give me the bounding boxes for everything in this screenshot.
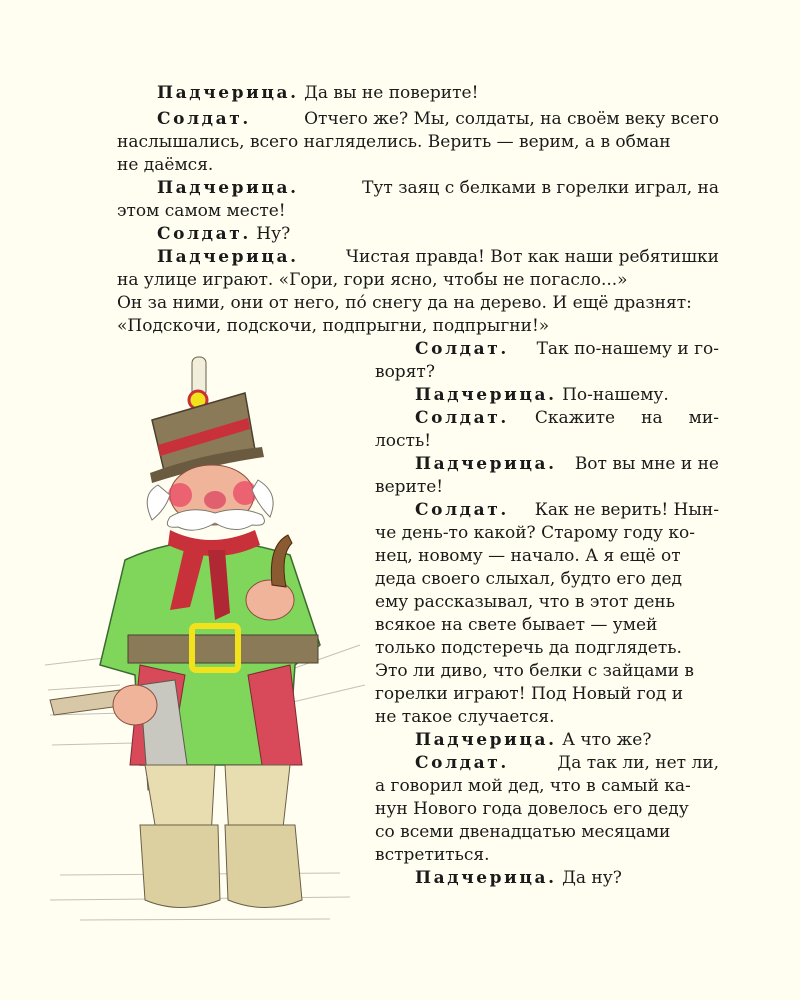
line-text: [375, 591, 719, 613]
line-text: [375, 660, 719, 682]
speaker-name: Солдат.: [415, 339, 509, 359]
speaker-name: Падчерица.: [415, 868, 557, 888]
line-text-content: Он за ними, они от него, по́ снегу да на дерево. И ещё дразнят:: [117, 293, 692, 313]
dialogue-line: [415, 752, 719, 774]
dialogue-line: [415, 407, 719, 429]
line-text-content: Это ли диво, что белки с зайцами в: [375, 661, 694, 681]
speaker-name: Солдат.: [157, 224, 251, 244]
dialogue-line: [415, 867, 719, 889]
line-text: [375, 821, 719, 843]
line-text: А что же?: [562, 730, 652, 750]
felt-boot: [225, 825, 302, 908]
speaker-name: Солдат.: [157, 109, 251, 129]
speaker-name: Солдат.: [415, 500, 509, 520]
dialogue-line: [415, 729, 719, 751]
line-word: на: [641, 408, 663, 428]
line-text: «Подскочи, подскочи, подпрыгни, подпрыгни!»: [117, 316, 550, 336]
line-text: Вот вы мне и не: [574, 454, 719, 474]
dialogue-line: [415, 453, 719, 475]
line-text-content: нун Нового года довелось его деду: [375, 799, 689, 819]
line-text: По-нашему.: [562, 385, 669, 405]
dialogue-line: [415, 338, 719, 360]
dialogue-line: [415, 384, 719, 406]
line-text-content: на улице играют. «Гори, гори ясно, чтобы не погасло...»: [117, 270, 628, 290]
line-text: Отчего же? Мы, солдаты, на своём веку всего: [304, 109, 719, 129]
line-text: встретиться.: [375, 845, 490, 865]
line-text: Да ну?: [562, 868, 622, 888]
line-text: лость!: [375, 431, 432, 451]
dialogue-line: [157, 177, 719, 199]
line-text: [117, 292, 719, 314]
line-text-content: ему рассказывал, что в этот день: [375, 592, 675, 612]
soldier-illustration: [40, 345, 370, 945]
speaker-name: Падчерица.: [415, 385, 557, 405]
line-text: этом самом месте!: [117, 201, 286, 221]
line-text-content: нец, новому — начало. А я ещё от: [375, 546, 681, 566]
line-text: [375, 775, 719, 797]
line-text: [375, 614, 719, 636]
line-text: Да вы не поверите!: [304, 83, 479, 103]
felt-boot: [140, 825, 220, 908]
line-text: Да так ли, нет ли,: [557, 753, 719, 773]
dialogue-line: [157, 108, 719, 130]
line-text: Чистая правда! Вот как наши ребятишки: [345, 247, 719, 267]
speaker-name: Падчерица.: [157, 83, 299, 103]
line-text: Ну?: [256, 224, 291, 244]
line-text: Тут заяц с белками в горелки играл, на: [362, 178, 719, 198]
line-text: [375, 545, 719, 567]
line-text-content: а говорил мой дед, что в самый ка-: [375, 776, 691, 796]
dialogue-line: [157, 82, 719, 104]
speaker-name: Падчерица.: [415, 730, 557, 750]
line-text: Как не верить! Нын-: [534, 500, 719, 520]
speaker-name: Солдат.: [415, 753, 509, 773]
dialogue-line: [157, 223, 719, 245]
line-text: [117, 269, 719, 291]
line-word: ми-: [688, 408, 719, 428]
hand: [113, 685, 157, 725]
line-text-content: со всеми двенадцатью месяцами: [375, 822, 671, 842]
line-text: Так по-нашему и го-: [536, 339, 719, 359]
line-text: не такое случается.: [375, 707, 555, 727]
line-text: верите!: [375, 477, 444, 497]
line-text: [117, 131, 719, 153]
speaker-name: Падчерица.: [157, 178, 299, 198]
line-text-content: че день-то какой? Старому году ко-: [375, 523, 695, 543]
speaker-name: Падчерица.: [415, 454, 557, 474]
mustache: [167, 509, 264, 530]
line-text: ворят?: [375, 362, 435, 382]
dialogue-line: [157, 246, 719, 268]
line-text: [375, 522, 719, 544]
sideburn: [147, 485, 170, 520]
line-text-content: всякое на свете бывает — умей: [375, 615, 658, 635]
belt: [128, 635, 318, 663]
line-text-content: только подстеречь да подглядеть.: [375, 638, 682, 658]
nose: [204, 491, 226, 509]
hand: [246, 580, 294, 620]
line-word: Скажите: [534, 408, 616, 428]
speaker-name: Солдат.: [415, 408, 509, 428]
speaker-name: Падчерица.: [157, 247, 299, 267]
cheek: [168, 483, 192, 507]
dialogue-line: [415, 499, 719, 521]
line-text: [375, 798, 719, 820]
line-text: [375, 568, 719, 590]
line-text: [375, 637, 719, 659]
line-text: не даёмся.: [117, 155, 214, 175]
line-text-content: деда своего слыхал, будто его дед: [375, 569, 682, 589]
line-text-content: наслышались, всего нагляделись. Верить — верим, а в обман: [117, 132, 671, 152]
line-text-content: горелки играют! Под Новый год и: [375, 684, 684, 704]
line-text: [375, 683, 719, 705]
